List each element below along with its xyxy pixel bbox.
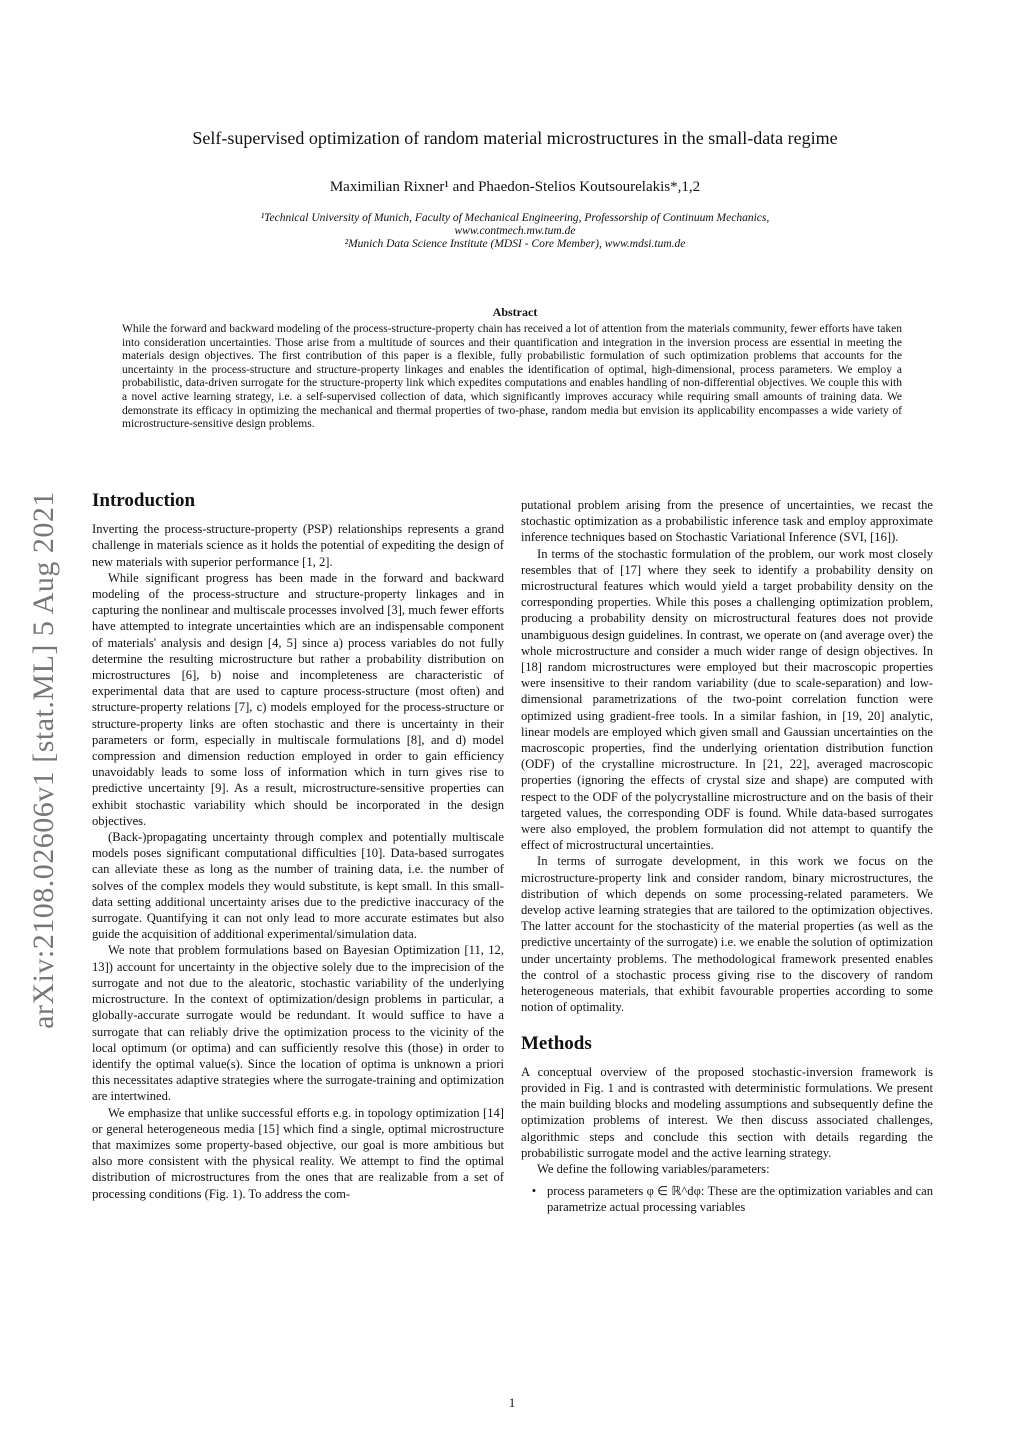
author-list: Maximilian Rixner¹ and Phaedon-Stelios Koutsourelakis*,1,2: [329, 179, 701, 195]
variable-list-item: [521, 1183, 933, 1215]
intro-paragraph: While significant progress has been made in the forward and backward modeling of the process-structure and structure-property linkages and in capturing the nonlinear and multiscale processes involved [3], much fewer efforts have attempted to integrate uncertainties which are an indispensable component of materials' analysis and design [4, 5] since a) process variables do not fully determine the resulting microstructure but rather a probability distribution on microstructures [6], b) noise and incompleteness are characteristic of experimental data that are used to capture process-structure (most often) and structure-property relations [7], c) models employed for the process-structure or structure-property links are often stochastic and there is uncertainty in their parameters or form, especially in multiscale formulations [8], and d) model compression and dimension reduction employed in order to gain efficiency unavoidably leads to some loss of information which in turn gives rise to predictive uncertainty [9]. As a result, microstructure-sensitive properties can exhibit stochastic variability which should be incorporated in the design objectives.: [92, 570, 504, 828]
affiliations: [60, 212, 970, 251]
abstract-text: While the forward and backward modeling of the process-structure-property chain has received a lot of attention from the materials community, fewer efforts have taken into consideration uncertainties. Those arise from a multitude of sources and their quantification and integration in the inversion process are essential in meeting the materials design objectives. The first contribution of this paper is a flexible, fully probabilistic formulation of such optimization problems that accounts for the uncertainty in the process-structure and structure-property linkages and enables the identification of optimal, high-dimensional, process parameters. We employ a probabilistic, data-driven surrogate for the structure-property link which expedites computations and enables handling of non-differential objectives. We couple this with a novel active learning strategy, i.e. a self-supervised collection of data, which significantly improves accuracy while requiring small amounts of training data. We demonstrate its efficacy in optimizing the mechanical and thermal properties of two-phase, random media but envision its applicability encompasses a wide variety of microstructure-sensitive design problems.: [122, 323, 902, 431]
arxiv-sidebar-stamp: [14, 450, 74, 1070]
paper-title: Self-supervised optimization of random material microstructures in the small-data regime: [192, 128, 838, 148]
bullet-icon: •: [531, 1184, 537, 1199]
intro-continuation: putational problem arising from the presence of uncertainties, we recast the stochastic optimization as a probabilistic inference task and employ approximate inference techniques based on Stochastic Variational Inference (SVI, [16]).: [521, 498, 933, 545]
intro-paragraph: Inverting the process-structure-property (PSP) relationships represents a grand challenge in materials science as it holds the potential of expediting the design of new materials with superior performance [1, 2].: [92, 522, 504, 569]
bullet-text: process parameters φ ∈ ℝ^dφ: These are the optimization variables and can parametrize actual processing variables: [547, 1184, 933, 1215]
left-column: [92, 490, 504, 1202]
affiliation-2: ²Munich Data Science Institute (MDSI - Core Member), www.mdsi.tum.de: [344, 238, 686, 250]
intro-paragraph: We note that problem formulations based on Bayesian Optimization [11, 12, 13]) account for uncertainty in the objective solely due to the imprecision of the surrogate and not due to the aleatoric, stochastic variability of the underlying microstructure. In the context of optimization/design problems in particular, a globally-accurate surrogate would be redundant. It would suffice to have a surrogate that can reliably drive the optimization process to the vicinity of the local optimum (or optima) and can sufficiently resolve this (those) in order to identify the optimal value(s). Since the location of optima is unknown a priori this necessitates adaptive strategies where the surrogate-training and optimization are intertwined.: [92, 943, 504, 1104]
arxiv-id: arXiv:2108.02606v1 [stat.ML] 5 Aug 2021: [27, 491, 60, 1029]
intro-paragraph: (Back-)propagating uncertainty through complex and potentially multiscale models poses significant computational difficulties [10]. Data-based surrogates can alleviate these as long as the number of training data, i.e. the number of solves of the complex models they would substitute, is kept small. In this small-data setting additional uncertainty arises due to the predictive inaccuracy of the surrogate. Quantifying it can not only lead to more accurate estimates but also guide the acquisition of additional experimental/simulation data.: [92, 830, 504, 942]
introduction-heading: Introduction: [92, 490, 196, 511]
methods-paragraph: A conceptual overview of the proposed stochastic-inversion framework is provided in Fig. 1 and is contrasted with deterministic formulations. We present the main building blocks and modeling assumptions and subsequently define the optimization problems of interest. We then discuss associated challenges, algorithmic steps and conclude this section with details regarding the probabilistic surrogate model and the active learning strategy.: [521, 1064, 933, 1160]
abstract-heading: Abstract: [492, 305, 538, 319]
methods-heading: Methods: [521, 1032, 592, 1054]
intro-paragraph: We emphasize that unlike successful efforts e.g. in topology optimization [14] or general heterogeneous media [15] which find a single, optimal microstructure that maximizes some property-based objective, our goal is more ambitious but also more consistent with the physical reality. We attempt to find the optimal distribution of microstructures from the ones that are realizable from a set of processing conditions (Fig. 1). To address the com-: [92, 1105, 504, 1201]
methods-paragraph: We define the following variables/parameters:: [537, 1161, 770, 1176]
page-number: 1: [508, 1396, 516, 1410]
affiliation-1-url: www.contmech.mw.tum.de: [454, 225, 576, 237]
intro-paragraph: In terms of surrogate development, in this work we focus on the microstructure-property link and consider random, binary microstructures, the distribution of which depends on some processing-related parameters. We develop active learning strategies that are tailored to the optimization objectives. The latter account for the stochasticity of the material properties (as well as the predictive uncertainty of the surrogate) i.e. we enable the solution of optimization under uncertainty problems. The methodological framework presented enables the control of a stochastic process giving rise to the discovery of random heterogeneous materials, that exhibit favourable properties according to some notion of optimality.: [521, 854, 933, 1015]
affiliation-1: ¹Technical University of Munich, Faculty of Mechanical Engineering, Professorship of Continuum Mechanics,: [260, 212, 770, 224]
right-column: [521, 497, 933, 1216]
intro-paragraph: In terms of the stochastic formulation of the problem, our work most closely resembles that of [17] where they seek to identify a probability density on microstructural features which would yield a target probability density on the corresponding properties. While this poses a challenging optimization problem, producing a probability density on microstructural features does not provide unambiguous design guidelines. In contrast, we operate on (and average over) the whole microstructure and consider a much wider range of design objectives. In [18] random microstructures were employed but their macroscopic properties were insensitive to their random variability (due to scale-separation) and low-dimensional parametrizations of the two-point correlation function were optimized using gradient-free tools. In a similar fashion, in [19, 20] analytic, linear models are employed which given small and Gaussian uncertainties on the macroscopic properties, find the underlying orientation distribution function (ODF) of the crystalline microstructure. In [21, 22], averaged macroscopic properties (ignoring the effects of crystal size and shape) are computed with respect to the ODF of the polycrystalline microstructure and on the basis of their targeted values, the corresponding ODF is found. While data-based surrogates were also employed, the problem formulation did not attempt to quantify the effect of microstructural uncertainties.: [521, 546, 933, 853]
